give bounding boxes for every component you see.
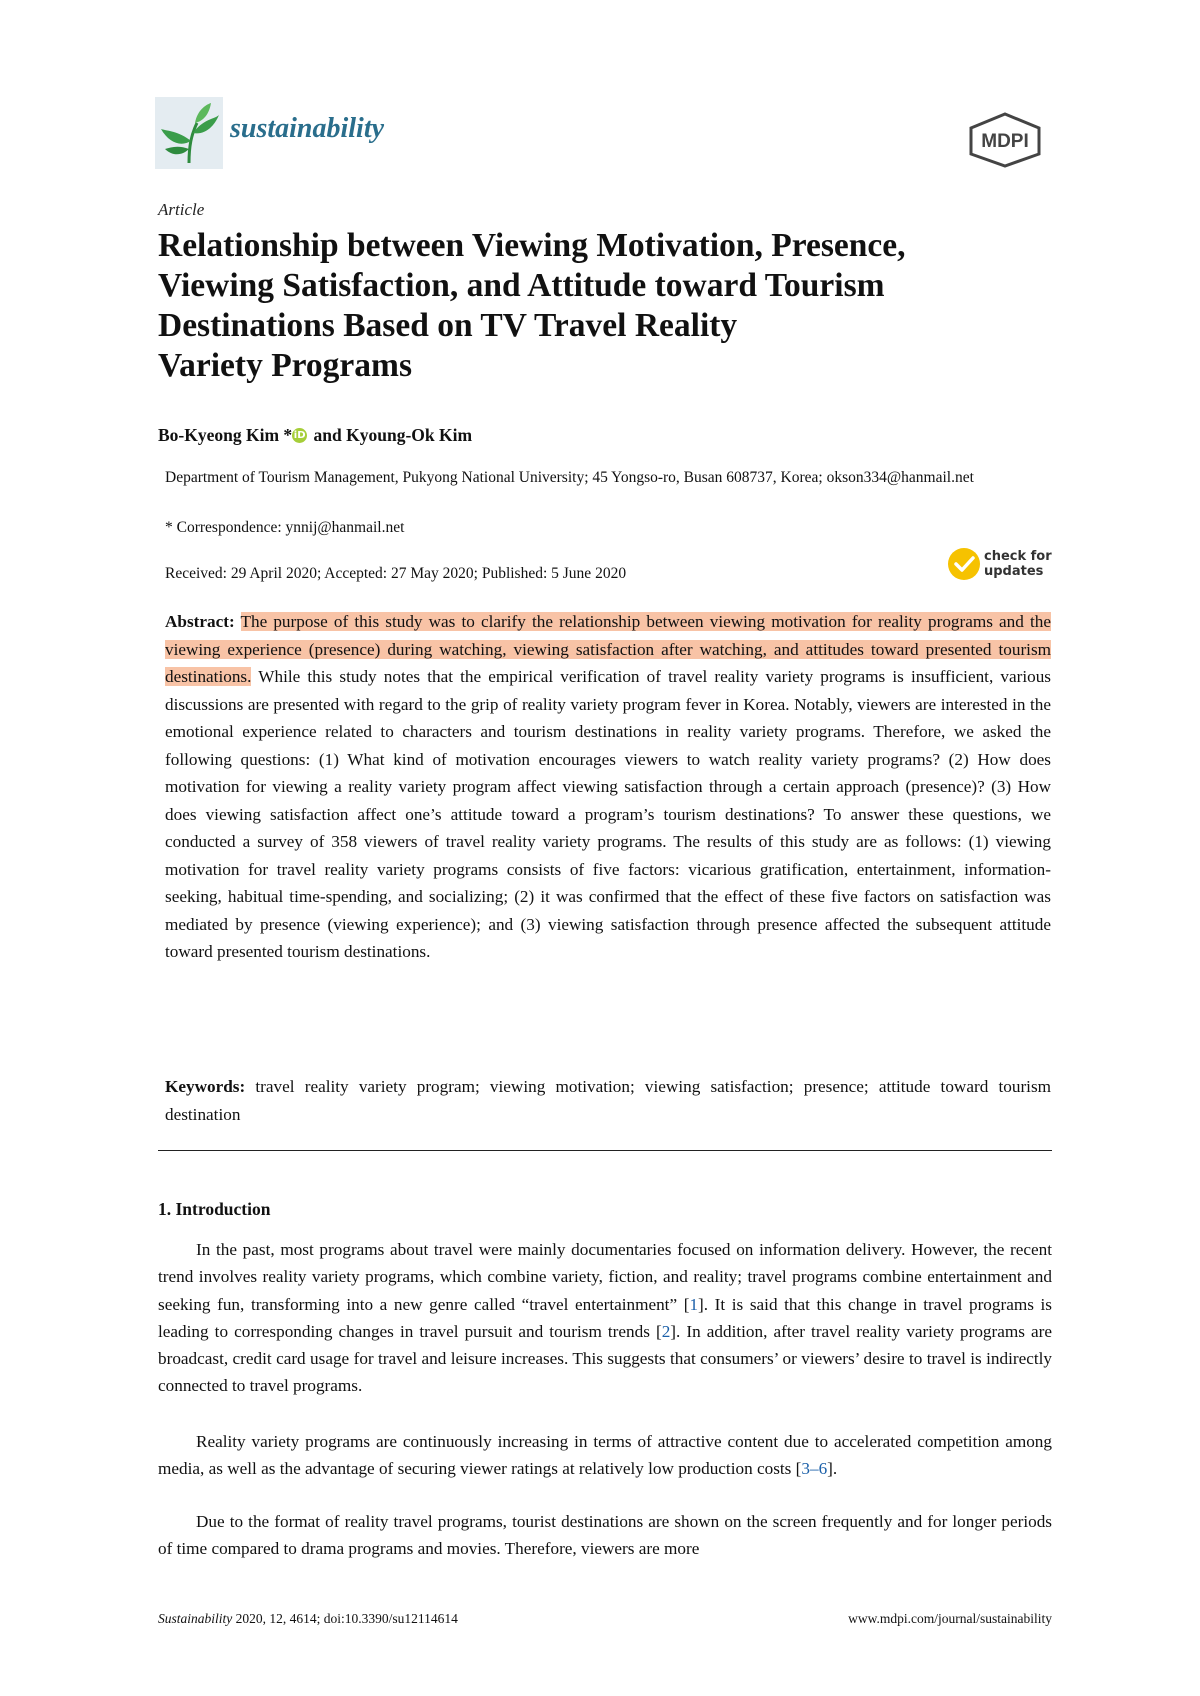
- affiliation: Department of Tourism Management, Pukyong National University; 45 Yongso-ro, Busan 608737, Korea; okson334@hanmail.net: [165, 469, 974, 486]
- abstract-label: Abstract:: [165, 612, 235, 631]
- leaf-icon: [155, 97, 223, 169]
- check-updates-badge[interactable]: [946, 546, 982, 586]
- paragraph-text: ]. In addition, after travel reality variety programs are broadcast, credit card usage for travel and leisure increases. This suggests that consumers’ or viewers’ desire to travel is indirectly connected to travel programs.: [158, 1321, 1052, 1396]
- journal-logo: [155, 97, 223, 169]
- section-heading: 1. Introduction: [158, 1199, 271, 1219]
- abstract: [165, 608, 1051, 966]
- publication-dates: Received: 29 April 2020; Accepted: 27 May 2020; Published: 5 June 2020: [165, 565, 627, 582]
- footer-journal: Sustainability: [158, 1611, 233, 1626]
- check-updates-line1: check for: [984, 549, 1052, 564]
- paragraph: Due to the format of reality travel programs, tourist destinations are shown on the screen frequently and for longer periods of time compared to drama programs and movies. Therefore, viewers are more: [158, 1512, 1052, 1559]
- abstract-highlighted-text: The purpose of this study was to clarify the relationship between viewing motivation for reality programs and the viewing experience (presence) during watching, viewing satisfaction after watching, and attitudes toward presented tourism destinations.: [165, 612, 1051, 686]
- paragraph: [158, 1428, 1052, 1483]
- paragraph-text: Reality variety programs are continuously increasing in terms of attractive content due to accelerated competition among media, as well as the advantage of securing viewer ratings at relatively low production costs [: [158, 1432, 1052, 1479]
- keywords-text: travel reality variety program; viewing motivation; viewing satisfaction; presence; attitude toward tourism destination: [165, 1077, 1051, 1124]
- section-divider: [158, 1150, 1052, 1151]
- paragraph-text: ].: [827, 1459, 838, 1479]
- paragraph-text: ]. It is said that this change in travel programs is leading to corresponding changes in travel pursuit and tourism trends [: [158, 1294, 1052, 1341]
- corresponding-mark: *: [283, 425, 293, 445]
- keywords: [165, 1073, 1051, 1128]
- mdpi-logo-icon: [965, 112, 1045, 168]
- author-name: Kyoung-Ok Kim: [346, 425, 473, 445]
- paragraph-text: In the past, most programs about travel were mainly documentaries focused on information delivery. However, the recent trend involves reality variety programs, which combine variety, fiction, and reality; travel programs combine entertainment and seeking fun, transforming into a new genre called “travel entertainment” [: [158, 1240, 1052, 1314]
- footer-citation-text: 2020, 12, 4614; doi:10.3390/su12114614: [232, 1611, 458, 1626]
- publisher-logo-text: MDPI: [981, 131, 1029, 152]
- citation-link[interactable]: 1: [689, 1294, 699, 1314]
- publisher-logo: [965, 112, 1045, 172]
- author-name: Bo-Kyeong Kim: [158, 425, 280, 445]
- footer-citation: [158, 1611, 458, 1627]
- check-updates-label[interactable]: [984, 549, 1052, 579]
- title-line-2: Viewing Satisfaction, and Attitude toward Tourism: [158, 267, 885, 304]
- paragraph: [158, 1236, 1052, 1400]
- keywords-label: Keywords:: [165, 1077, 246, 1096]
- page-title: [158, 226, 1058, 386]
- article-type: Article: [158, 200, 205, 219]
- abstract-body: While this study notes that the empirical verification of travel reality variety programs is insufficient, various discussions are presented with regard to the grip of reality variety program fever in Korea. Notably, viewers are interested in the emotional experience related to characters and tourism destinations in reality variety programs. Therefore, we asked the following questions: (1) What kind of motivation encourages viewers to watch reality variety programs? (2) How does motivation for viewing a reality variety program affect viewing satisfaction through a certain approach (presence)? (3) How does viewing satisfaction affect one’s attitude toward a program’s tourism destinations? To answer these questions, we conducted a survey of 358 viewers of travel reality variety programs. The results of this study are as follows: (1) viewing motivation for travel reality variety programs consists of five factors: vicarious gratification, entertainment, information-seeking, habitual time-spending, and socializing; (2) it was confirmed that the effect of these five factors on satisfaction was mediated by presence (viewing experience); and (3) viewing satisfaction through presence affected the subsequent attitude toward presented tourism destinations.: [165, 667, 1051, 961]
- citation-link[interactable]: 2: [661, 1321, 671, 1341]
- footer-url[interactable]: www.mdpi.com/journal/sustainability: [848, 1611, 1052, 1626]
- citation-link[interactable]: 3–6: [801, 1459, 828, 1479]
- author-connector: and: [313, 425, 342, 445]
- journal-name: sustainability: [230, 113, 385, 144]
- title-line-3: Destinations Based on TV Travel Reality: [158, 307, 738, 344]
- correspondence: * Correspondence: ynnij@hanmail.net: [165, 519, 405, 536]
- title-line-1: Relationship between Viewing Motivation, Presence,: [158, 227, 906, 264]
- orcid-icon[interactable]: iD: [293, 430, 306, 441]
- check-icon: [946, 546, 982, 582]
- author-list: [158, 425, 472, 446]
- check-updates-line2: updates: [984, 564, 1044, 579]
- title-line-4: Variety Programs: [158, 347, 412, 384]
